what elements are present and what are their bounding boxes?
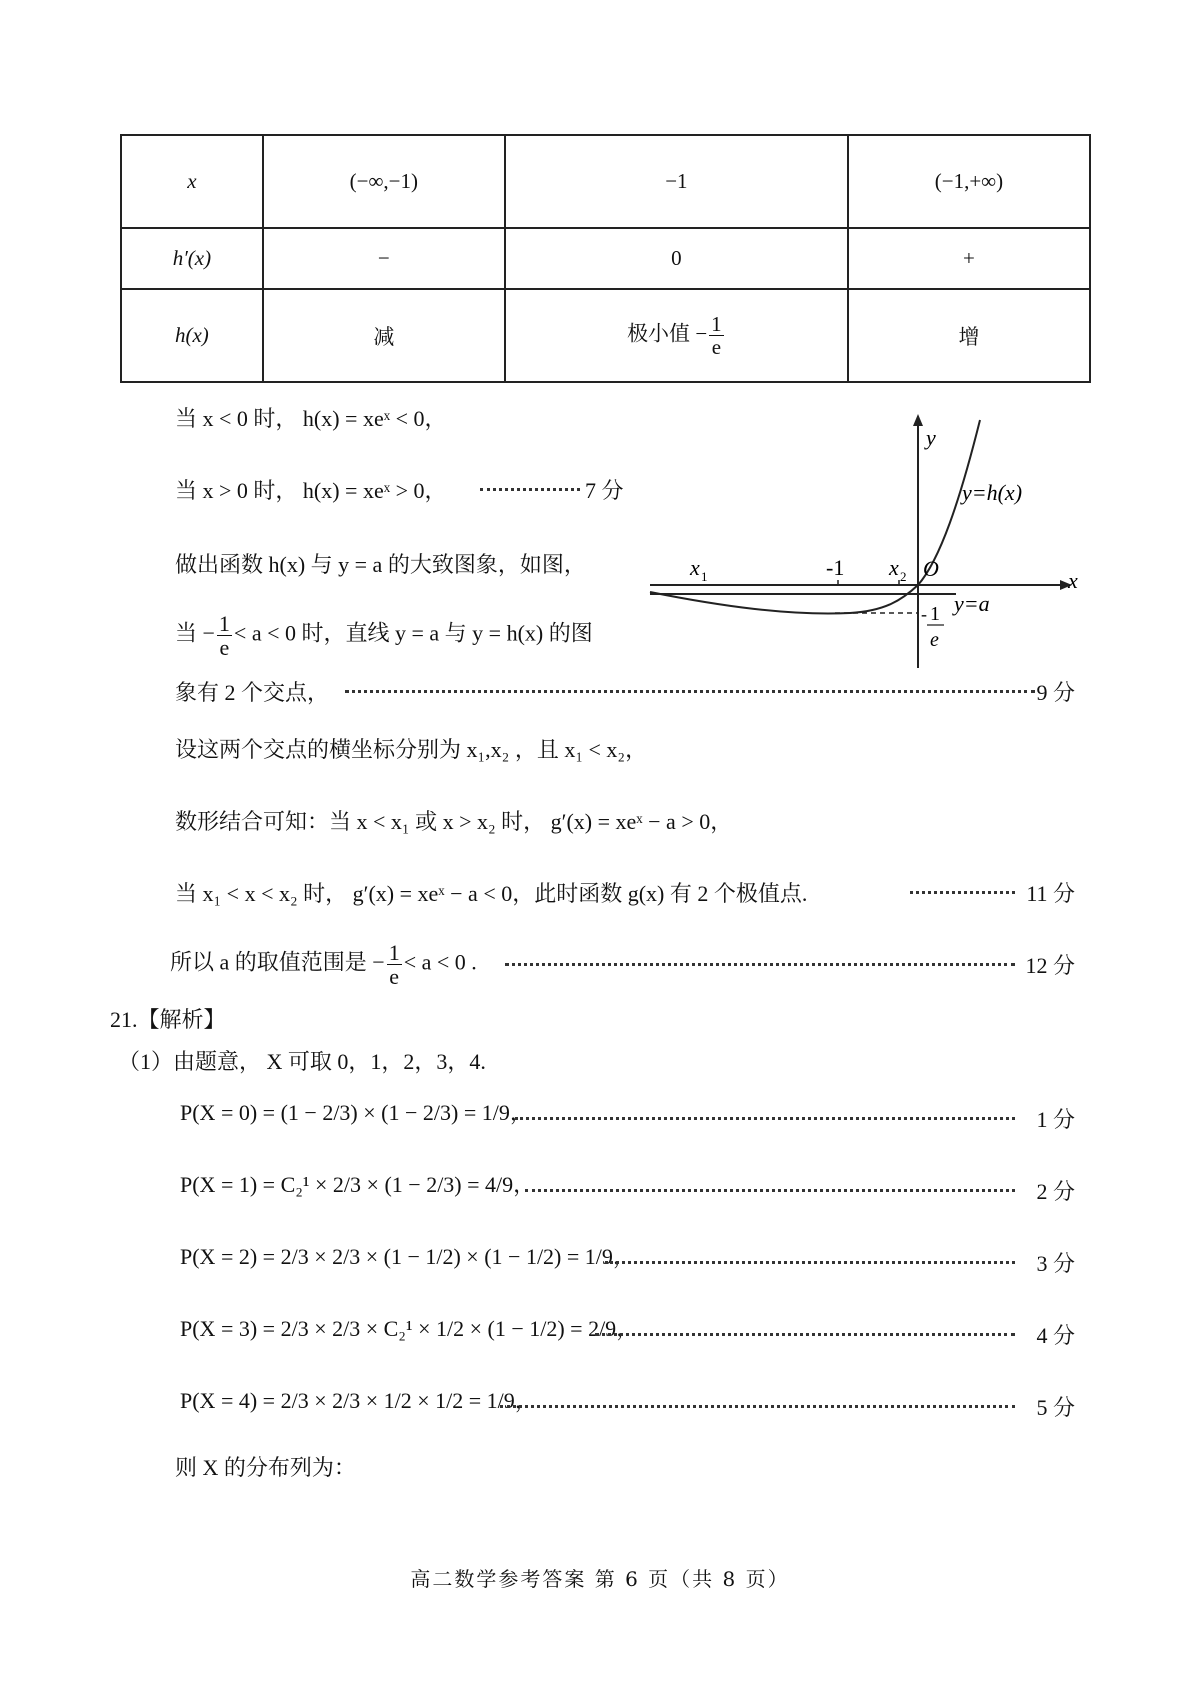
line-two-intersections: 象有 2 个交点，: [175, 680, 330, 705]
line-x-positive: 当 x > 0 时， h(x) = xeˣ > 0，: [175, 478, 447, 503]
header-critical-point: −1: [505, 135, 848, 228]
score-4: 4 分: [1036, 1323, 1075, 1348]
line-g-prime-negative: 当 x₁ < x < x₂ 时， g′(x) = xeˣ − a < 0，此时函数 g(x) 有 2 个极值点.: [175, 881, 808, 906]
leader-dots: [910, 889, 1015, 894]
leader-dots: [345, 688, 1035, 693]
leader-dots: [595, 1331, 1015, 1336]
min-num: 1: [930, 603, 940, 625]
derivative-zero: 0: [505, 228, 848, 289]
min-den: e: [930, 629, 939, 651]
score-9: 9 分: [1036, 680, 1075, 705]
score-3: 3 分: [1036, 1251, 1075, 1276]
prob-x-2: P(X = 2) = 2/3 × 2/3 × (1 − 1/2) × (1 − 1/2) = 1/9，: [180, 1244, 635, 1269]
score-1: 1 分: [1036, 1107, 1075, 1132]
trend-increasing: 增: [848, 289, 1090, 382]
leader-dots: [480, 486, 580, 491]
leader-dots: [525, 1187, 1015, 1192]
part-1-intro: （1）由题意， X 可取 0，1，2，3，4.: [118, 1049, 486, 1074]
leader-dots: [500, 1403, 1015, 1408]
derivative-sign-left: −: [263, 228, 505, 289]
line-intersection-coords: 设这两个交点的横坐标分别为 x₁,x₂ ，且 x₁ < x₂，: [175, 737, 648, 762]
prob-x-1: P(X = 1) = C₂¹ × 2/3 × (1 − 2/3) = 4/9，: [180, 1172, 536, 1197]
line-a-label: y=a: [954, 591, 990, 616]
derivative-sign-right: +: [848, 228, 1090, 289]
distribution-intro: 则 X 的分布列为：: [175, 1455, 356, 1480]
prob-x-0: P(X = 0) = (1 − 2/3) × (1 − 2/3) = 1/9，: [180, 1100, 532, 1125]
x2-label: x: [889, 555, 899, 580]
prob-x-3: P(X = 3) = 2/3 × 2/3 × C₂¹ × 1/2 × (1 − 1/2) = 2/9，: [180, 1316, 639, 1341]
line-conclusion: 所以 a 的取值范围是 − $\frac{1}{e}$ < a < 0 .: [170, 940, 477, 990]
score-11: 11 分: [1026, 881, 1075, 906]
x-axis-label: x: [1068, 568, 1078, 593]
line-g-prime-positive: 数形结合可知：当 x < x₁ 或 x > x₂ 时， g′(x) = xeˣ − a > 0，: [175, 809, 733, 834]
leader-dots: [505, 961, 1015, 966]
score-7: 7 分: [585, 478, 624, 503]
trend-decreasing: 减: [263, 289, 505, 382]
prob-x-4: P(X = 4) = 2/3 × 2/3 × 1/2 × 1/2 = 1/9，: [180, 1388, 537, 1413]
y-axis-label: y: [926, 425, 936, 450]
x2-subscript: 2: [900, 569, 907, 584]
function-graph: [640, 410, 1080, 672]
leader-dots: [515, 1115, 1015, 1120]
curve-label: y=h(x): [962, 480, 1023, 505]
y-axis-arrow: [913, 414, 923, 426]
line-draw-graph: 做出函数 h(x) 与 y = a 的大致图象，如图，: [175, 552, 586, 577]
row-label-derivative: h′(x): [121, 228, 263, 289]
score-2: 2 分: [1036, 1179, 1075, 1204]
leader-dots: [605, 1259, 1015, 1264]
score-12: 12 分: [1025, 953, 1075, 978]
page-footer: 高二数学参考答案 第 6 页（共 8 页）: [410, 1567, 790, 1591]
x1-subscript: 1: [701, 569, 708, 584]
header-interval-left: (−∞,−1): [263, 135, 505, 228]
tick-neg1-label: -1: [826, 555, 845, 580]
origin-label: O: [923, 556, 939, 581]
line-a-range-condition: 当 − $\frac{1}{e}$ < a < 0 时，直线 y = a 与 y = h(x) 的图: [175, 611, 593, 661]
variation-table: [120, 134, 1091, 383]
score-5: 5 分: [1036, 1395, 1075, 1420]
line-x-negative: 当 x < 0 时， h(x) = xeˣ < 0，: [175, 406, 447, 431]
min-minus-sign: -: [921, 604, 927, 624]
header-interval-right: (−1,+∞): [848, 135, 1090, 228]
x1-label: x: [690, 555, 700, 580]
header-x: x: [121, 135, 263, 228]
minimum-value: 极小值 − $\frac{1}{e}$: [505, 289, 848, 382]
row-label-function: h(x): [121, 289, 263, 382]
question-21-heading: 21.【解析】: [110, 1007, 226, 1032]
